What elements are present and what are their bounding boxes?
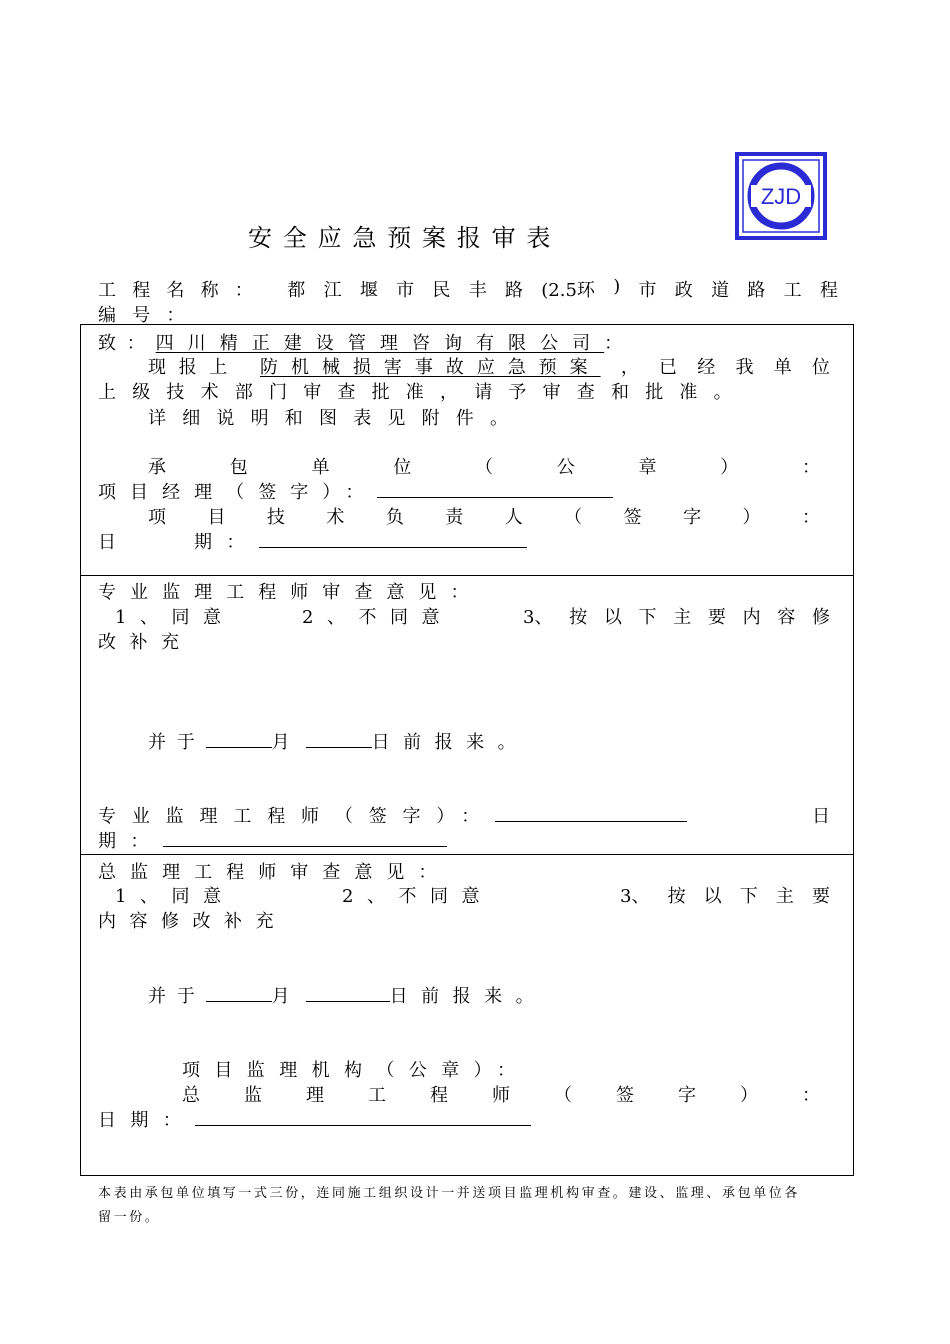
tech-lead-row [148,503,820,529]
date-field-2[interactable] [163,827,447,847]
deadline-row-1 [148,728,529,754]
seal-part: 公 [556,457,575,478]
date-row-3 [98,1106,531,1132]
report-subject: 防机械损害事故应急预案 [260,357,601,378]
project-name-row [98,276,838,302]
month-label: 月 [271,732,290,753]
logo-letters: ZJD [760,184,802,209]
deadline-prefix: 并于 [148,986,206,1007]
date-label-first: 日 [812,806,830,827]
number-label: 编号： [98,305,201,326]
date-field-3[interactable] [195,1106,531,1126]
report-suffix-part: 经 [697,357,716,378]
tech-lead-part: 项 [148,507,166,528]
option-disagree[interactable]: 2、不同意 [342,886,493,907]
day-field[interactable] [306,982,390,1002]
revise-part: 主 [673,607,692,628]
report-suffix-part: 位 [811,357,830,378]
project-name-part: 政 [674,280,693,301]
project-name-part: 堰 [359,280,378,301]
project-name-part: 丰 [468,280,487,301]
revise-line-2: 内容修改补充 [98,911,287,932]
revise-part: 3、 [620,886,650,907]
date-row-2 [98,827,447,853]
chief-review-heading: 总监理工程师审查意见： [98,862,451,883]
seal-part: ） [720,457,739,478]
revise-line-2: 改补充 [98,632,193,653]
day-report-label: 日前报来。 [389,986,548,1007]
revise-part: 容 [777,607,796,628]
tech-lead-part: ： [801,507,820,528]
revise-part: 内 [742,607,761,628]
project-name-part: 程 [819,280,838,301]
tech-lead-part: ） [742,507,761,528]
revise-part: 按 [569,607,588,628]
contractor-seal-row [148,453,820,479]
chief-sign-part: 监 [244,1085,262,1106]
revise-part: 主 [775,886,794,907]
project-name-part: 路 [504,280,523,301]
revise-part: 要 [707,607,726,628]
tech-lead-part: 目 [207,507,226,528]
agency-seal-label: 项目监理机构（公章）： [182,1060,530,1081]
chief-sign-row [182,1081,820,1107]
seal-part: （ [475,457,493,478]
option-disagree[interactable]: 2、不同意 [302,607,453,628]
chief-sign-part: ： [802,1085,820,1106]
chief-sign-part: 理 [306,1085,324,1106]
tech-lead-part: 术 [326,507,345,528]
date-row-1 [98,528,527,554]
chief-sign-part: 程 [430,1085,448,1106]
date-label-second: 期： [98,831,163,852]
month-field[interactable] [206,982,272,1002]
project-label: 工程名称： [98,280,269,301]
date-field-1[interactable] [259,528,527,548]
date-label: 日期： [98,1110,196,1131]
date-label-part: 日 [98,532,116,553]
footer-note-line-1: 本表由承包单位填写一式三份，连同施工组织设计一并送项目监理机构审查。建设、监理、承包单位各 [98,1186,801,1201]
footer-note-line-2: 留一份。 [98,1210,161,1225]
option-revise[interactable] [620,882,830,908]
tech-lead-part: （ [564,507,583,528]
seal-part: 章 [638,457,657,478]
to-label: 致： [98,333,156,354]
revise-part: 按 [667,886,686,907]
project-name-part: 民 [432,280,451,301]
project-name-part: 路 [747,280,766,301]
section-divider [81,575,853,576]
company-logo [735,152,827,240]
revise-part: 要 [812,886,830,907]
revise-part: 以 [703,886,722,907]
project-name-part: ) [613,276,621,297]
project-name-part: 江 [323,280,342,301]
project-name-part: (2.5环 [541,280,595,301]
chief-sign-part: （ [554,1085,572,1106]
month-label: 月 [271,986,290,1007]
tech-lead-part: 负 [385,507,404,528]
attachment-note: 详细说明和图表见附件。 [148,408,525,429]
revise-part: 以 [603,607,622,628]
revise-part: 下 [638,607,657,628]
report-suffix-part: 已 [659,357,678,378]
seal-part: 单 [311,457,330,478]
engineer-sign-field[interactable] [495,802,687,822]
chief-sign-part: 签 [616,1085,634,1106]
pm-sign-field[interactable] [377,478,613,498]
day-report-label: 日前报来。 [371,732,530,753]
revise-part: 下 [739,886,758,907]
seal-part: 承 [148,457,166,478]
project-name-part: 市 [396,280,415,301]
engineer-sign-row [98,802,830,828]
chief-sign-part: 字 [678,1085,696,1106]
pm-sign-row [98,478,613,504]
section-divider [81,854,853,855]
report-suffix-part: 我 [735,357,754,378]
page-title: 安全应急预案报审表 [248,224,562,252]
deadline-row-2 [148,982,547,1008]
chief-sign-part: ） [740,1085,758,1106]
revise-part: 修 [811,607,830,628]
tech-lead-part: 责 [445,507,464,528]
seal-part: 包 [229,457,248,478]
report-suffix-part: ， [620,357,639,378]
pm-sign-label: 项目经理（签字）： [98,482,378,503]
to-colon: ： [604,333,623,354]
tech-lead-part: 签 [623,507,642,528]
project-name-part: 都 [287,280,306,301]
tech-lead-part: 技 [266,507,285,528]
report-prefix: 现报上 [148,357,240,378]
to-company: 四川精正建设管理咨询有限公司 [155,333,605,354]
report-line-2: 上级技术部门审查批准，请予审查和批准。 [98,382,748,403]
addressee-row [98,329,622,355]
tech-lead-part: 人 [504,507,523,528]
chief-sign-part: 总 [182,1085,200,1106]
revise-part: 3、 [523,607,553,628]
tech-lead-part: 字 [683,507,702,528]
option-agree[interactable]: 1、同意 [115,886,235,907]
month-field[interactable] [206,728,272,748]
project-name-part: 市 [638,280,657,301]
deadline-prefix: 并于 [148,732,206,753]
date-label-part: 期： [194,532,259,553]
day-field[interactable] [306,728,372,748]
project-name-part: 道 [711,280,730,301]
project-name-part: 工 [783,280,802,301]
engineer-sign-label: 专业监理工程师（签字）： [98,806,496,827]
engineer-review-heading: 专业监理工程师审查意见： [98,582,483,603]
chief-sign-part: 师 [492,1085,510,1106]
option-agree[interactable]: 1、同意 [115,607,235,628]
seal-part: ： [802,457,820,478]
option-revise[interactable] [523,603,830,629]
report-suffix-part: 单 [773,357,792,378]
chief-sign-part: 工 [368,1085,386,1106]
report-row [148,353,830,379]
seal-part: 位 [393,457,412,478]
